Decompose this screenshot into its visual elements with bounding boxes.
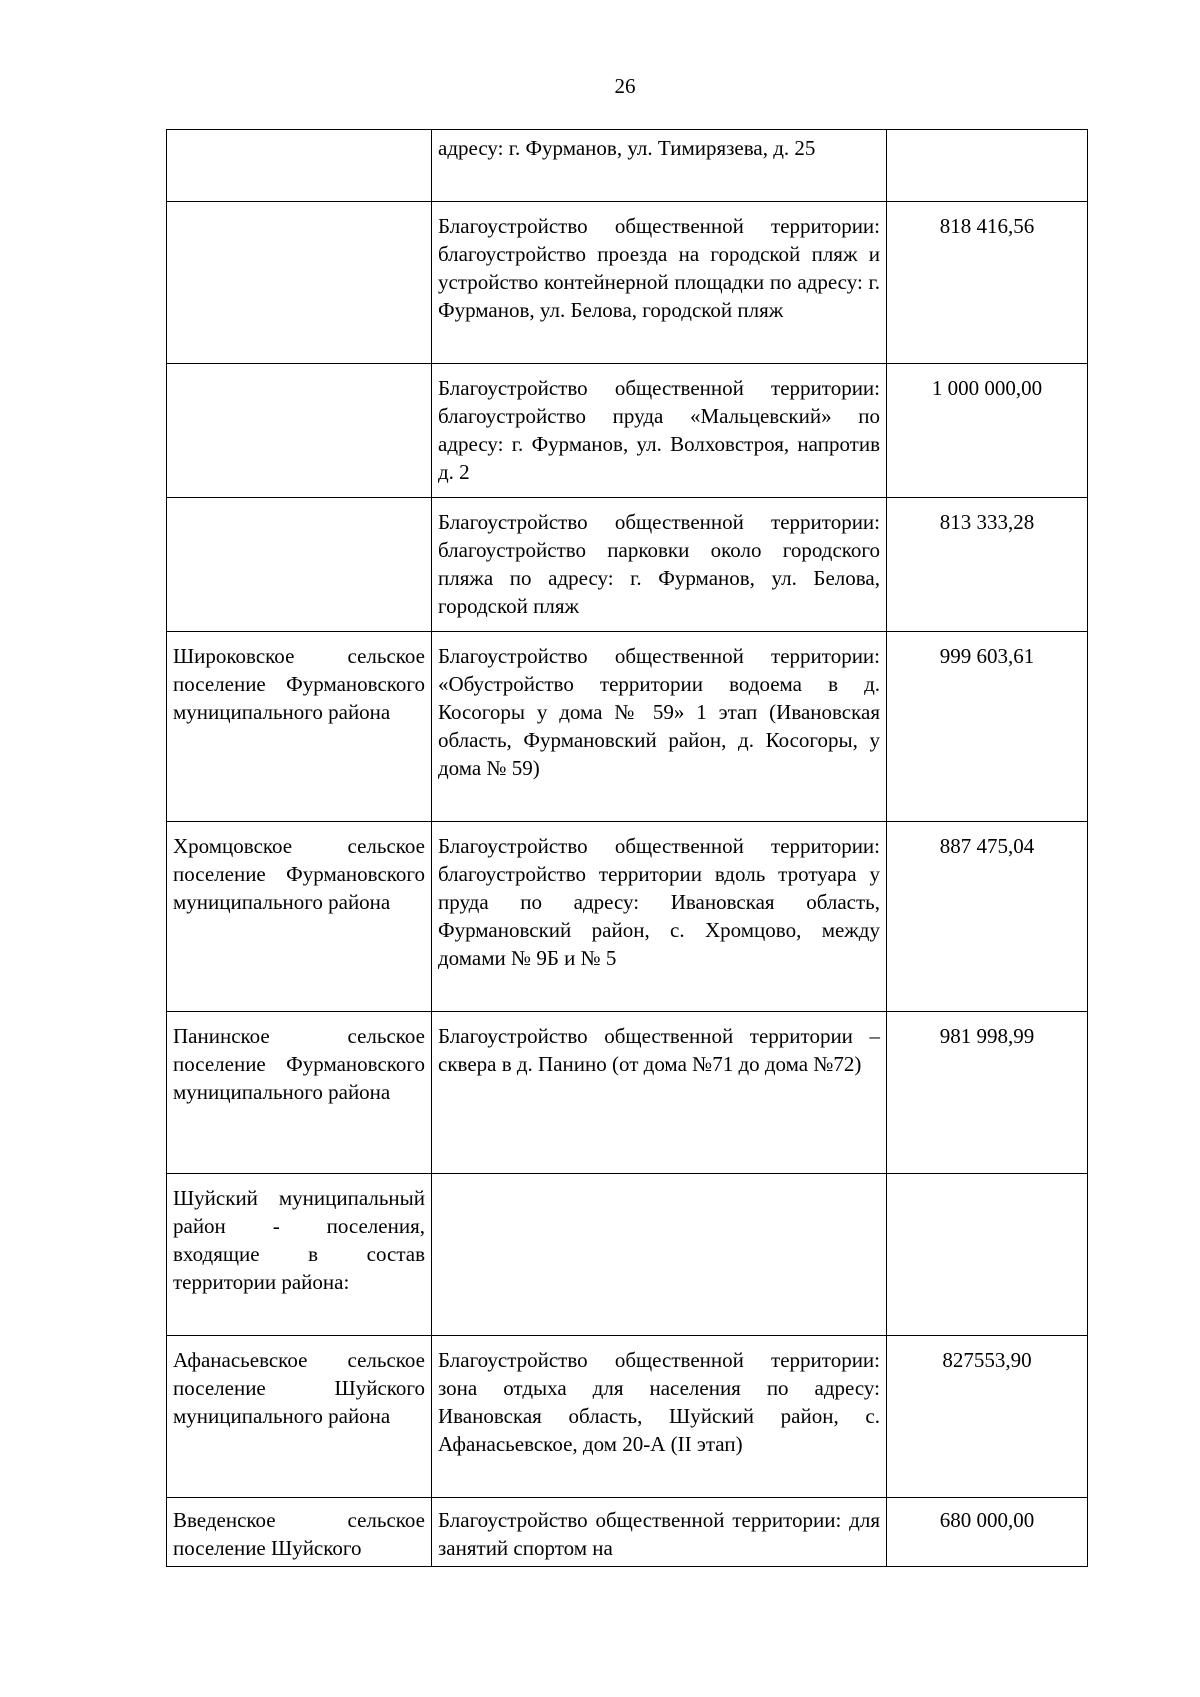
- table-row: [167, 632, 1088, 822]
- table-row: [167, 202, 1088, 364]
- amount-cell: 813 333,28: [887, 498, 1088, 632]
- municipality-cell: [167, 202, 432, 364]
- description-cell: Благоустройство общественной территории: благоустройство территории вдоль тротуара у пруда по адресу: Ивановская область, Фурмановский район, с. Хромцово, между домами № 9Б и № 5: [432, 822, 887, 1012]
- description-cell: Благоустройство общественной территории: благоустройство проезда на городской пляж и устройство контейнерной площадки по адресу: г. Фурманов, ул. Белова, городской пляж: [432, 202, 887, 364]
- table-row: [167, 1498, 1088, 1567]
- table-row: [167, 498, 1088, 632]
- description-cell: Благоустройство общественной территории: благоустройство пруда «Мальцевский» по адресу: г. Фурманов, ул. Волховстроя, напротив д. 2: [432, 364, 887, 498]
- table-row: [167, 1012, 1088, 1174]
- description-cell: Благоустройство общественной территории: благоустройство парковки около городского пляжа по адресу: г. Фурманов, ул. Белова, городской пляж: [432, 498, 887, 632]
- municipality-cell: Шуйский муниципальный район - поселения, входящие в состав территории района:: [167, 1174, 432, 1336]
- amount-cell: 827553,90: [887, 1336, 1088, 1498]
- table-row: [167, 1336, 1088, 1498]
- amount-cell: 999 603,61: [887, 632, 1088, 822]
- municipality-cell: Афанасьевское сельское поселение Шуйского муниципального района: [167, 1336, 432, 1498]
- municipality-cell: Широковское сельское поселение Фурмановского муниципального района: [167, 632, 432, 822]
- municipality-cell: Панинское сельское поселение Фурмановского муниципального района: [167, 1012, 432, 1174]
- table-row: [167, 130, 1088, 202]
- description-cell: Благоустройство общественной территории: «Обустройство территории водоема в д. Косогоры у дома № 59» 1 этап (Ивановская область, Фурмановский район, д. Косогоры, у дома № 59): [432, 632, 887, 822]
- municipality-cell: [167, 364, 432, 498]
- page-number: 26: [614, 74, 636, 98]
- municipality-cell: [167, 498, 432, 632]
- description-cell: [432, 1174, 887, 1336]
- description-cell: адресу: г. Фурманов, ул. Тимирязева, д. 25: [432, 130, 887, 202]
- amount-cell: 680 000,00: [887, 1498, 1088, 1567]
- amount-cell: 818 416,56: [887, 202, 1088, 364]
- description-cell: Благоустройство общественной территории – сквера в д. Панино (от дома №71 до дома №72): [432, 1012, 887, 1174]
- amount-cell: 981 998,99: [887, 1012, 1088, 1174]
- description-cell: Благоустройство общественной территории: для занятий спортом на: [432, 1498, 887, 1567]
- municipality-cell: Хромцовское сельское поселение Фурмановского муниципального района: [167, 822, 432, 1012]
- amount-cell: 1 000 000,00: [887, 364, 1088, 498]
- municipality-cell: Введенское сельское поселение Шуйского: [167, 1498, 432, 1567]
- amount-cell: [887, 1174, 1088, 1336]
- funding-table: [166, 129, 1088, 1567]
- amount-cell: 887 475,04: [887, 822, 1088, 1012]
- table-row: [167, 1174, 1088, 1336]
- table-row: [167, 364, 1088, 498]
- amount-cell: [887, 130, 1088, 202]
- table-row: [167, 822, 1088, 1012]
- description-cell: Благоустройство общественной территории: зона отдыха для населения по адресу: Ивановская область, Шуйский район, с. Афанасьевское, дом 20-А (II этап): [432, 1336, 887, 1498]
- municipality-cell: [167, 130, 432, 202]
